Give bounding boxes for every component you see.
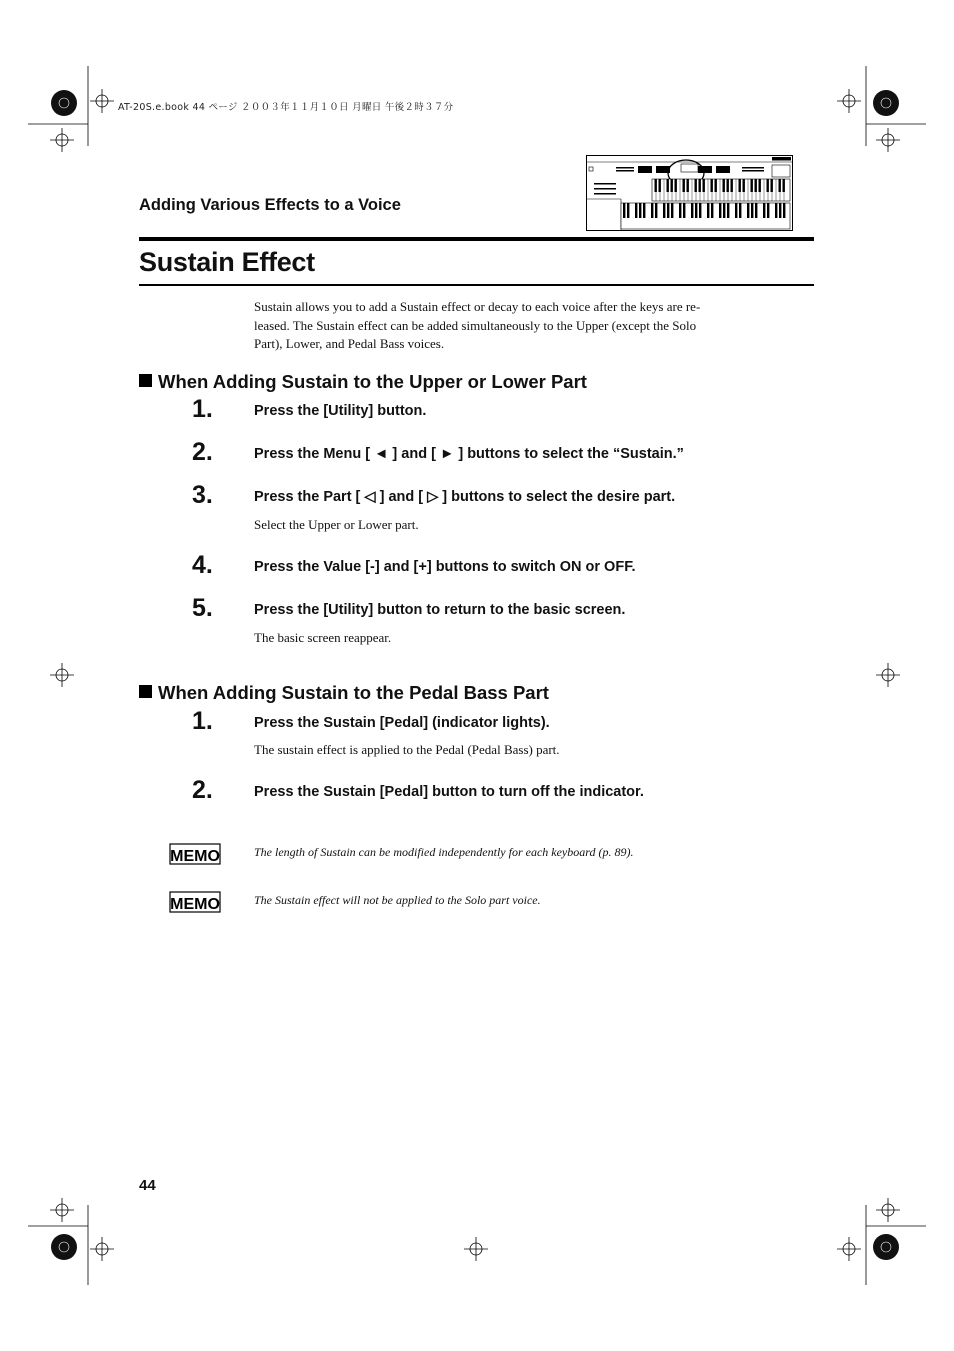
step-note: The basic screen reappear. (254, 630, 392, 645)
subheading-text: When Adding Sustain to the Pedal Bass Part (158, 682, 549, 703)
page-title: Sustain Effect (139, 247, 315, 277)
step-number: 2. (192, 776, 213, 804)
step-text: Press the [Utility] button to return to the basic screen. (254, 602, 626, 618)
instrument-panel-illustration (586, 155, 793, 231)
title-rule-top (139, 237, 814, 241)
step-text: Press the Value [-] and [+] buttons to switch ON or OFF. (254, 559, 636, 575)
step-text: Press the [Utility] button. (254, 403, 427, 419)
step-note: The sustain effect is applied to the Pedal (Pedal Bass) part. (254, 742, 560, 757)
page-number: 44 (139, 1177, 156, 1194)
step-number: 5. (192, 594, 213, 622)
memo-text: The Sustain effect will not be applied to the Solo part voice. (254, 893, 541, 907)
print-info: AT-20S.e.book 44 ページ ２００３年１１月１０日 月曜日 午後２時３７分 (118, 102, 454, 113)
subheading-pedal-bass (139, 682, 549, 704)
step-text: Press the Menu [ ◄ ] and [ ► ] buttons to select the “Sustain.” (254, 446, 684, 462)
title-rule-bottom (139, 284, 814, 286)
step-note: Select the Upper or Lower part. (254, 517, 419, 532)
memo-text: The length of Sustain can be modified independently for each keyboard (p. 89). (254, 845, 634, 859)
step-text: Press the Part [ ◁ ] and [ ▷ ] buttons to select the desire part. (254, 489, 676, 505)
step-number: 1. (192, 395, 213, 423)
subheading-text: When Adding Sustain to the Upper or Lower Part (158, 371, 587, 392)
step-text: Press the Sustain [Pedal] (indicator lights). (254, 715, 550, 731)
step-number: 3. (192, 481, 213, 509)
step-text: Press the Sustain [Pedal] button to turn off the indicator. (254, 784, 644, 800)
memo-label: MEMO (170, 848, 220, 865)
step-number: 1. (192, 707, 213, 735)
step-number: 4. (192, 551, 213, 579)
memo-label: MEMO (170, 896, 220, 913)
memo-icon (168, 890, 224, 916)
square-bullet-icon (139, 685, 152, 698)
memo-icon (168, 842, 224, 868)
subheading-upper-lower (139, 371, 587, 393)
step-number: 2. (192, 438, 213, 466)
square-bullet-icon (139, 374, 152, 387)
intro-line: leased. The Sustain effect can be added simultaneously to the Upper (except the Solo (254, 317, 697, 333)
intro-line: Part), Lower, and Pedal Bass voices. (254, 336, 445, 352)
intro-paragraph (254, 298, 754, 354)
section-header: Adding Various Effects to a Voice (139, 196, 401, 214)
intro-line: Sustain allows you to add a Sustain effect or decay to each voice after the keys are re- (254, 299, 701, 314)
